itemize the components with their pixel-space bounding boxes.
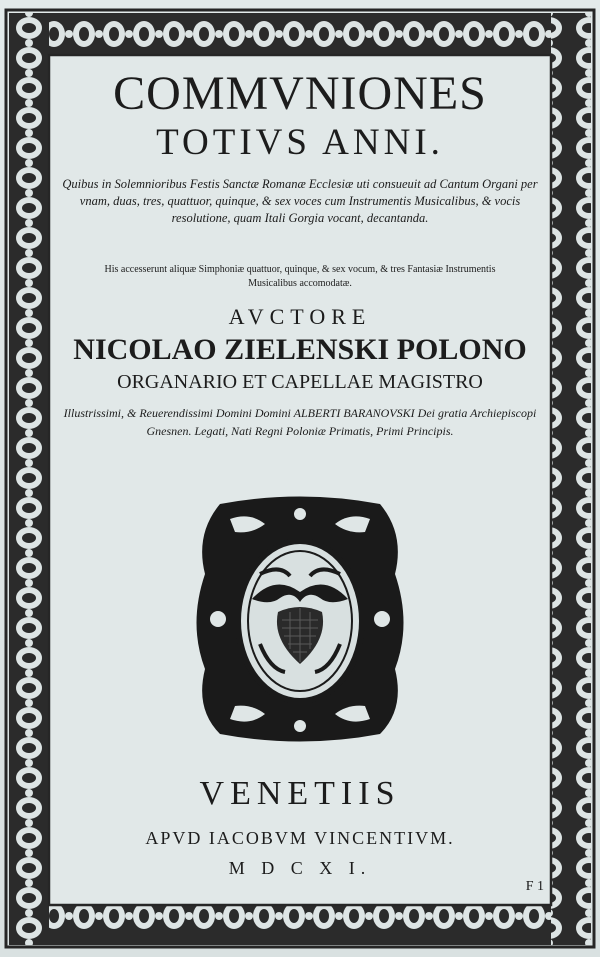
imprint-publisher: APVD IACOBVM VINCENTIVM. xyxy=(145,828,455,848)
imprint-city: VENETIIS xyxy=(199,775,401,812)
auctore-label: AVCTORE xyxy=(228,304,372,329)
title-line-2: TOTIVS ANNI. xyxy=(156,122,444,163)
title-line-1: COMMVNIONES xyxy=(113,67,487,120)
author-role: ORGANARIO ET CAPELLAE MAGISTRO xyxy=(117,371,483,393)
subtitle: Quibus in Solemnioribus Festis Sanctæ Romanæ Ecclesiæ uti consueuit ad Cantum Organi per vnam, duas, tres, quattuor, quinque, & sex voces cum Instrumentis Musicalibus, & vocis resolutione, quam Itali Gorgia vocant, decantanda. xyxy=(62,177,538,225)
coat-of-arms-emblem xyxy=(190,494,410,744)
addendum-note: His accesserunt aliquæ Simphoniæ quattuor, quinque, & sex vocum, & tres Fantasiæ Instrumentis Musicalibus accomodatæ. xyxy=(104,264,496,289)
dedication: Illustrissimi, & Reuerendissimi Domini Domini ALBERTI BARANOVSKI Dei gratia Archiepiscopi Gnesnen. Legati, Nati Regni Poloniæ Primatis, Primi Principis. xyxy=(63,406,537,438)
page-content xyxy=(52,58,548,902)
signature-mark: F 1 xyxy=(525,879,544,894)
imprint-year: M D C X I. xyxy=(228,858,372,878)
author-name: NICOLAO ZIELENSKI POLONO xyxy=(73,333,527,366)
